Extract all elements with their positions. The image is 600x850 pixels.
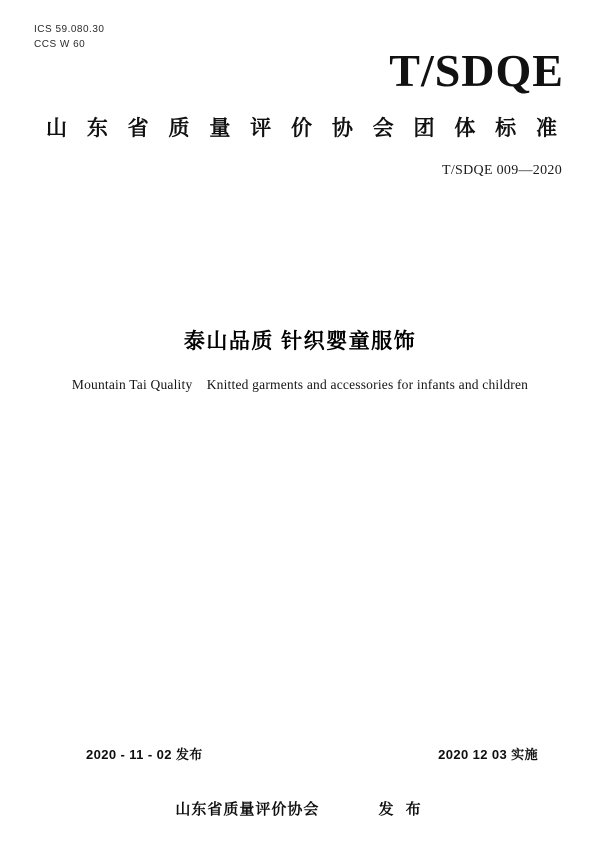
release-date: 2020 - 11 - 02 发布 [86, 747, 203, 762]
issue-label: 发 布 [378, 801, 425, 818]
effective-date: 2020 12 03 实施 [438, 747, 538, 762]
publisher-name: 山东省质量评价协会 [175, 801, 320, 818]
ics-code: ICS 59.080.30 [34, 24, 105, 35]
document-title-chinese: 泰山品质 针织婴童服饰 [183, 330, 417, 353]
document-title-english: Mountain Tai Quality Knitted garments and accessories for infants and children [71, 377, 529, 392]
association-banner: 山 东 省 质 量 评 价 协 会 团 体 标 准 [45, 117, 564, 140]
publisher-footer [0, 798, 600, 819]
organization-mark: T/SDQE [389, 45, 564, 96]
ccs-code: CCS W 60 [34, 39, 86, 50]
standard-number: T/SDQE 009—2020 [442, 163, 562, 178]
classification-codes [34, 22, 104, 52]
